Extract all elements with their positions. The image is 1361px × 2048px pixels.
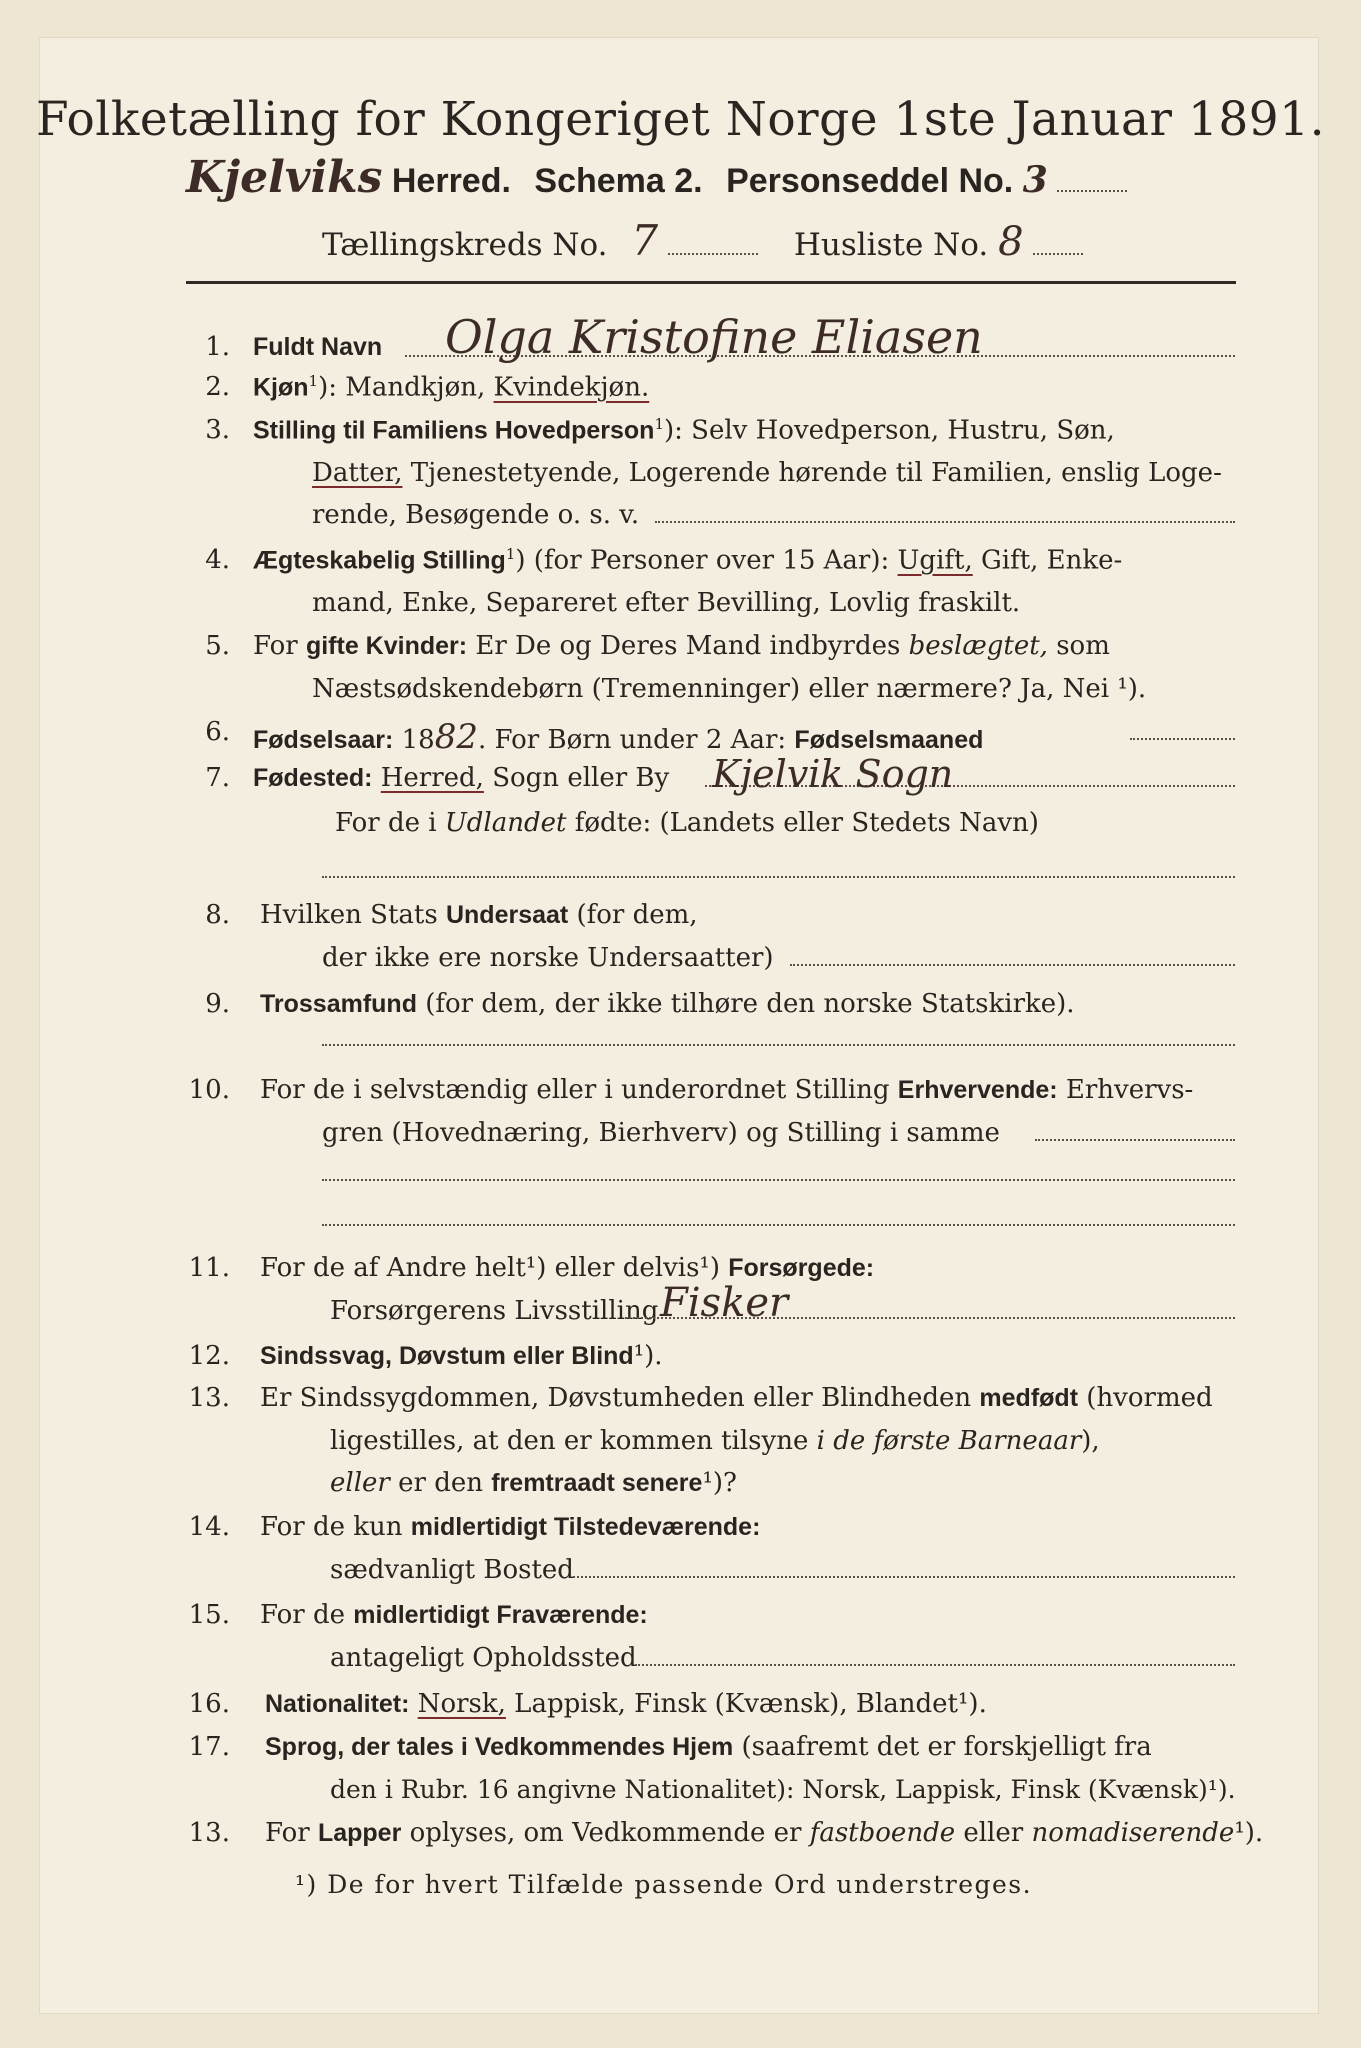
congenital-line2-text-b: ), — [1081, 1426, 1100, 1456]
occupation-label: Erhvervende: — [897, 1076, 1058, 1104]
family-position-line1: ): Selv Hovedperson, Hustru, Søn, — [664, 415, 1115, 446]
married-women-text-b: som — [1047, 631, 1110, 661]
nationality-options: Lappisk, Finsk (Kvænsk), Blandet¹). — [505, 1689, 987, 1719]
gender-options: ): Mandkjøn, — [318, 372, 494, 403]
item-number: 13. — [188, 1818, 230, 1848]
header-kreds-row — [322, 216, 1083, 265]
lapps-label: Lapper — [317, 1819, 402, 1847]
item-number: 10. — [188, 1075, 230, 1105]
item-number: 17. — [188, 1732, 230, 1762]
dependents-text: For de af Andre helt¹) eller delvis¹) — [260, 1253, 729, 1283]
temp-present-line2: sædvanligt Bosted — [330, 1555, 574, 1585]
marital-status-text: ) (for Personer over 15 Aar): — [515, 545, 898, 576]
family-position-line3 — [312, 500, 639, 530]
occupation-line2: gren (Hovednæring, Bierhverv) og Stilling i samme — [322, 1118, 1000, 1148]
item-lapps — [265, 1818, 1263, 1848]
marital-status-selected: Ugift, — [897, 545, 973, 576]
item-number: 16. — [188, 1689, 230, 1719]
item-nationality — [265, 1689, 987, 1719]
dotted-line — [790, 964, 1235, 966]
nationality-label: Nationalitet: — [265, 1690, 410, 1718]
marital-status-label: Ægteskabelig Stilling — [253, 546, 506, 575]
birthplace-selected: Herred, — [380, 763, 484, 793]
item-marital-status — [253, 545, 1122, 576]
religion-label: Trossamfund — [260, 990, 417, 1018]
item-number: 15. — [188, 1600, 230, 1630]
family-position-text: Tjenestetyende, Logerende hørende til Familien, enslig Loge- — [402, 458, 1222, 488]
dotted-line — [322, 1044, 1235, 1046]
abroad-italic: Udlandet — [444, 808, 567, 838]
item-language — [265, 1732, 1152, 1762]
item-gender — [253, 372, 649, 403]
birth-year-text: . For Børn under 2 Aar: — [477, 725, 795, 755]
dotted-line — [322, 876, 1235, 878]
occupation-text: For de i selvstændig eller i underordnet Stilling — [260, 1075, 898, 1105]
congenital-text-b: (hvormed — [1078, 1383, 1213, 1413]
item-number: 9. — [205, 989, 230, 1019]
citizenship-line2: der ikke ere norske Undersaatter) — [322, 943, 774, 973]
item-occupation — [260, 1075, 1193, 1105]
item-temp-absent — [260, 1600, 648, 1630]
married-women-italic: beslægtet, — [908, 631, 1048, 661]
schema-label: Schema 2. — [534, 162, 703, 200]
family-position-text3: rende, Besøgende o. s. v. — [312, 500, 640, 530]
citizenship-text-b: (for dem, — [568, 900, 698, 930]
herred-label: Herred. — [391, 162, 511, 200]
item-full-name — [253, 332, 382, 362]
lapps-suffix: ¹). — [1234, 1818, 1264, 1848]
item-number: 12. — [188, 1341, 230, 1371]
husliste-label: Husliste No. — [793, 227, 989, 263]
dotted-fill — [1033, 239, 1083, 255]
birthplace-value: Kjelvik Sogn — [712, 752, 954, 796]
dotted-fill — [1057, 176, 1127, 192]
item-number: 5. — [205, 631, 230, 661]
dotted-line — [1130, 738, 1235, 740]
dotted-line — [635, 1664, 1235, 1666]
birth-year-value: 82 — [434, 717, 478, 757]
occupation-text-b: Erhvervs- — [1057, 1075, 1194, 1105]
congenital-line3-italic: eller — [330, 1468, 390, 1498]
dotted-line — [655, 521, 1235, 523]
lapps-italic2: nomadiserende — [1031, 1818, 1235, 1848]
family-position-selected: Datter, — [312, 458, 403, 488]
temp-absent-label: midlertidigt Fraværende: — [353, 1601, 648, 1629]
marital-status-line2: mand, Enke, Separeret efter Bevilling, Lovlig fraskilt. — [312, 588, 1021, 618]
abroad-text-b: fødte: (Landets eller Stedets Navn) — [566, 808, 1039, 838]
congenital-line2 — [330, 1426, 1100, 1456]
disability-suffix: ¹). — [633, 1341, 663, 1371]
kreds-label: Tællingskreds No. — [322, 227, 608, 263]
married-women-text: Er De og Deres Mand indbyrdes — [467, 631, 909, 661]
birth-year-prefix: 18 — [393, 725, 435, 755]
lapps-italic1: fastboende — [809, 1818, 956, 1848]
birthplace-abroad — [335, 808, 1039, 838]
item-number: 2. — [205, 372, 230, 402]
provider-occupation-label: Forsørgerens Livsstilling — [330, 1296, 659, 1326]
dotted-line — [322, 1224, 1235, 1226]
item-dependents — [260, 1253, 874, 1283]
temp-present-label: midlertidigt Tilstedeværende: — [410, 1513, 761, 1541]
congenital-line2-text: ligestilles, at den er kommen tilsyne — [330, 1426, 817, 1456]
item-birthplace — [253, 763, 669, 793]
citizenship-label: Undersaat — [445, 901, 569, 929]
footnote: ¹) De for hvert Tilfælde passende Ord understreges. — [295, 1870, 1033, 1899]
item-number: 8. — [205, 900, 230, 930]
item-religion — [260, 989, 1075, 1019]
personseddel-number: 3 — [1022, 159, 1048, 201]
gender-label: Kjøn — [253, 373, 309, 402]
married-women-line2: Næstsødskendebørn (Tremenninger) eller nærmere? Ja, Nei ¹). — [312, 674, 1147, 704]
family-position-line2 — [312, 458, 1222, 488]
item-number: 6. — [205, 717, 230, 747]
herred-handwritten: Kjelviks — [186, 152, 383, 203]
item-congenital — [260, 1383, 1213, 1413]
personseddel-label: Personseddel No. — [726, 162, 1014, 200]
footnote-mark: 1 — [505, 545, 516, 563]
birth-month-label: Fødselsmaaned — [794, 726, 984, 754]
family-position-label: Stilling til Familiens Hovedperson — [253, 416, 655, 445]
lapps-text-b: oplyses, om Vedkommende er — [401, 1818, 810, 1848]
item-number: 7. — [205, 763, 230, 793]
language-text: (saafremt det er forskjelligt fra — [733, 1732, 1152, 1762]
congenital-line3-suffix: ¹)? — [702, 1468, 737, 1498]
dotted-line — [322, 1179, 1235, 1181]
lapps-text: For — [265, 1818, 318, 1848]
married-women-label: gifte Kvinder: — [305, 632, 468, 660]
full-name-value: Olga Kristofine Eliasen — [445, 310, 983, 364]
item-number: 11. — [188, 1253, 230, 1283]
disability-label: Sindssvag, Døvstum eller Blind — [260, 1342, 634, 1370]
footnote-mark: 1 — [654, 415, 664, 433]
dotted-line — [573, 1576, 1235, 1578]
temp-absent-text: For de — [260, 1600, 354, 1630]
abroad-text: For de i — [335, 808, 445, 838]
dotted-line — [1035, 1139, 1235, 1141]
item-number: 1. — [205, 332, 230, 362]
temp-absent-line2: antageligt Opholdssted — [330, 1643, 637, 1673]
congenital-label: medfødt — [979, 1384, 1079, 1412]
married-women-pre: For — [253, 631, 306, 661]
item-family-position — [253, 415, 1115, 446]
item-number: 14. — [188, 1512, 230, 1542]
husliste-number: 8 — [998, 219, 1024, 265]
dependents-line2 — [330, 1296, 658, 1326]
language-line2: den i Rubr. 16 angivne Nationalitet): Norsk, Lappisk, Finsk (Kvænsk)¹). — [330, 1775, 1236, 1804]
congenital-line2-italic: i de første Barneaar — [816, 1426, 1082, 1456]
provider-occupation-value: Fisker — [660, 1280, 789, 1326]
birthplace-label: Fødested: — [253, 764, 373, 792]
kreds-number: 7 — [631, 216, 659, 265]
full-name-label: Fuldt Navn — [253, 333, 383, 361]
dotted-fill — [668, 239, 758, 255]
birthplace-text: Sogn eller By — [483, 763, 670, 793]
item-citizenship — [260, 900, 698, 930]
nationality-selected: Norsk, — [417, 1689, 506, 1719]
header-rule — [186, 281, 1236, 284]
congenital-line3-text: er den — [389, 1468, 492, 1498]
footnote-mark: 1 — [308, 372, 319, 390]
item-disability — [260, 1341, 663, 1371]
item-number: 3. — [205, 415, 230, 445]
item-temp-present — [260, 1512, 760, 1542]
header-herred-row — [186, 152, 1127, 203]
congenital-line3 — [330, 1468, 737, 1498]
item-number: 13. — [188, 1383, 230, 1413]
religion-text: (for dem, der ikke tilhøre den norske Statskirke). — [416, 989, 1075, 1019]
citizenship-text: Hvilken Stats — [260, 900, 446, 930]
congenital-text: Er Sindssygdommen, Døvstumheden eller Blindheden — [260, 1383, 980, 1413]
marital-status-text-b: Gift, Enke- — [972, 545, 1123, 576]
temp-present-text: For de kun — [260, 1512, 411, 1542]
form-title: Folketælling for Kongeriget Norge 1ste Januar 1891. — [35, 92, 1326, 147]
congenital-line3-bold: fremtraadt senere — [491, 1469, 703, 1497]
item-married-women — [253, 631, 1110, 661]
dependents-label: Forsørgede: — [728, 1254, 875, 1282]
gender-selected: Kvindekjøn. — [493, 372, 650, 403]
lapps-text-c: eller — [955, 1818, 1032, 1848]
item-number: 4. — [205, 545, 230, 575]
language-label: Sprog, der tales i Vedkommendes Hjem — [265, 1733, 734, 1761]
birth-year-label: Fødselsaar: — [253, 726, 394, 754]
item-birth-year — [253, 717, 983, 757]
